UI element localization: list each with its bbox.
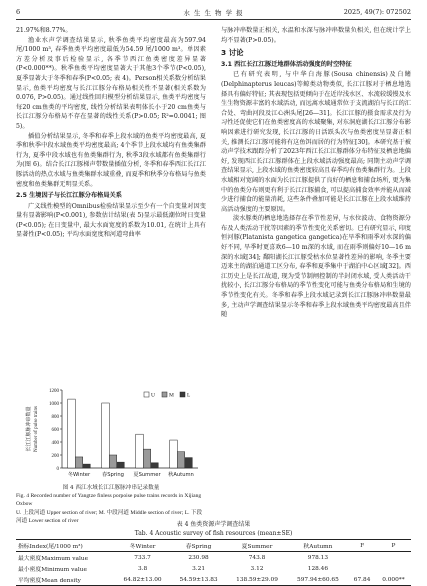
table-cell: 平均密度Mean density	[18, 578, 81, 584]
bar-chart	[16, 384, 206, 484]
figure-4	[16, 384, 206, 494]
y-axis-label-en: Number of pulse trains	[34, 406, 39, 452]
bar-m	[143, 449, 151, 468]
table-cell: 67.84	[353, 576, 371, 583]
table-cell: 最大密度Maximum value	[18, 556, 89, 562]
left-column	[16, 26, 206, 240]
table-header: 指标Index(尾/1000 m³)	[18, 544, 83, 550]
y-tick-label: 0	[56, 467, 59, 472]
y-axis-label-zh: 长江江豚脉冲串数量	[26, 406, 32, 452]
table-header-row	[16, 540, 411, 552]
table-cell: 3.21	[192, 565, 206, 572]
caption-en: Fig. 4 Recorded number of Yangtze finless porpoise pulse trains records in Xijiang Oxbow	[16, 493, 202, 507]
paragraph: 与脉冲串数量正相关, 水温和水深与脉冲串数量负相关, 但在统计学上均不显著(P>0.05)。	[221, 27, 411, 44]
table-row	[16, 563, 411, 574]
caption-zh: 图 4 西江水域长江江豚脉冲串记录数量	[62, 485, 160, 491]
legend-label: U	[151, 392, 155, 399]
table-cell: 978.13	[307, 554, 329, 561]
table-title	[16, 521, 411, 538]
table-cell: 3.12	[250, 565, 264, 572]
bar-u	[102, 403, 110, 468]
table-header: 夏Summer	[241, 544, 273, 550]
bar-l	[117, 462, 125, 468]
table-cell: 3.8	[137, 565, 148, 572]
bar-m	[177, 452, 185, 468]
section-heading: 2.5 生境因子与长江江豚分布格局关系	[16, 192, 122, 200]
figure-caption	[16, 484, 206, 525]
bar-u	[68, 399, 76, 468]
header-rule	[16, 19, 411, 20]
bar-u	[170, 440, 178, 468]
table-cell: 0.000**	[382, 576, 405, 583]
paragraph: 渔业水声学调查结果显示, 秋季鱼类平均密度最高为597.94 尾/1000 m³, 春季鱼类平均密度最低为54.59 尾/1000 m³。单因素方差分析及事后检验显示, 各季节西江鱼类密度差异显著(P<0.000**)。秋季鱼类平均密度显著大于其他3个季节(P<0.05), 夏季显著大于冬季和春季(P<0.05; 表 4)。Person相关系数分析结果显示, 鱼类平均密度与长江江豚分布格局相关性不显著(相关系数为0.076, P>0.05)。通过线性回归模型分析结果显示, 鱼类平均密度与每20 cm鱼类的平均密度, 线性分析结果表明体长小于20 cm鱼类与长江江豚分布格局不存在显著的线性关系(P>0.05; R²=0.0041; 图 5)。	[16, 36, 206, 130]
bar-m	[75, 457, 83, 468]
page-number: 6	[16, 8, 21, 16]
y-tick-label: 800	[51, 415, 59, 420]
table-header: 冬Winter	[129, 544, 156, 550]
legend-label: M	[169, 392, 174, 399]
table-header: F	[360, 542, 365, 549]
caption-note: U. 上段河道 Upper section of river; M. 中段河道 Middle section of river; L. 下段河道 Lower section of river	[16, 510, 203, 524]
bar-l	[151, 463, 159, 468]
table-header: 秋Autumn	[303, 544, 333, 550]
table-cell: 128.46	[307, 565, 329, 572]
table-row	[16, 574, 411, 586]
section-heading: 3 讨论	[221, 48, 244, 58]
table-cell: 230.98	[188, 554, 209, 561]
table-cell: 597.94±60.65	[297, 576, 339, 583]
legend-label: L	[187, 392, 191, 399]
table-cell: 最小密度Minimum value	[18, 567, 87, 573]
y-tick-label: 200	[51, 454, 59, 459]
table-title-zh: 表 4 鱼类资源声学调查结果	[176, 521, 251, 528]
x-tick-label: 春Spring	[102, 472, 124, 478]
table-cell: 64.82±13.00	[123, 576, 162, 583]
legend-swatch-u	[144, 392, 149, 397]
paragraph: 广义线性模型的Omnibus检验结果显示至少有一个自变量对因变量有显著影响(P<0.001), 参数估计结果(表 5)显示最低潮位时日变量(P<0.05); 在日变量中, 最大水面宽度的系数为10.01, 在统计上具有显著性(P<0.05); 平均水面宽度和河道弯曲率	[16, 202, 206, 239]
paragraph: 淡水豚类的栖息地选择存在季节性差异, 与水位波动、食物资源分布及人类活动干扰等因素的季节性变化关系密切。已有研究显示, 印度恒河豚(Platanista gangetica gangetica)在旱季和雨季对水深的偏好不同, 旱季时更喜欢6—10 m深的水域, 而在雨季则偏好10—16 m深的水域[34]; 鄱阳湖长江江豚受枯水位显著性差异的影响, 冬季主要迈来主的湖泊通道工区分布, 春季和夏季集中于湖泊中心区域[32]。西江历史上是长江故道, 现为受节制闸控制的半封闭水域, 受人类活动干扰较小, 长江江豚分布格局的季节性变化可能与鱼类分布格局和生境的季节性变化有关。冬季和春季上段水域记录到长江江豚脉冲串数量最多, 主动声学调查结果显示冬季和春季上段水域鱼类平均密度最高且伴随	[221, 215, 411, 319]
table-cell	[348, 563, 375, 574]
issue-reference: 2025, 49(7): 072502	[343, 8, 411, 16]
y-tick-label: 400	[51, 441, 59, 446]
table-header: P	[391, 542, 396, 549]
paragraph: 插值分析结果显示, 冬季和春季上段水域的鱼类平均密度最高, 夏季和秋季中段水域鱼类平均密度最高; 4个季节上段水域均有鱼类集群行为, 夏季中段水域也有鱼类集群行为, 秋季3段水域都有鱼类集群行为(图 6)。结合长江江豚梯声带数量插值分析, 冬季和春季西江长江江豚活动的热点水域与鱼类集群水域重叠, 而夏季和秋季分布格局与鱼类密度和鱼类集群无明显关系。	[16, 132, 206, 188]
bar-l	[83, 464, 91, 468]
table-cell	[348, 552, 375, 564]
x-tick-label: 冬Winter	[67, 472, 91, 478]
x-tick-label: 秋Autumn	[168, 472, 194, 478]
journal-title: 水 生 生 物 学 报	[183, 9, 244, 17]
paragraph: 21.97%和8.77%。	[16, 27, 72, 34]
subsection-heading: 3.1 西江长江江豚迁地群体活动强度的时空特征	[221, 60, 352, 68]
table-cell: 743.8	[248, 554, 266, 561]
y-tick-label: 1000	[49, 402, 59, 407]
legend-swatch-m	[162, 392, 167, 397]
table-cell: 54.59±13.83	[179, 576, 218, 583]
y-tick-label: 1200	[49, 389, 59, 394]
bar-u	[136, 434, 144, 468]
paragraph: 已有研究表明, 与中华白海豚(Sousa chinensis)及白鳍(Delphinapterus leucas)等鲸类动物类似, 长江江豚对于栖息地选择具有偏好特征; 其表现包括更倾向于在近岸浅水区、水流较缓慢及水生生物资源丰富的水域活动, 而远离水域通常位于支流湖泊与长江的汇合处、弯曲河段及江心洲头尾[26—31]。长江江豚的摄食需求及行为习性还促使它们在鱼类密度高的水域聚集, 对东洞庭湖长江江豚分布影响因素进行研究发现, 长江江豚的日活跃头次与鱼类密度呈显著正相关, 推测长江江豚可能将有这鱼饵而居的行为特征[30]。本研究基于被动声学技术跟踪分析了2023年西江长江江豚群体分布特征及栖息地偏好, 发现西江长江江豚群体在上段水域活动强度最高; 同期主动声学调查结果显示, 上段水域的鱼类密度较高且春季均有鱼类集群行为。上段水域相对宽阔的水面为长江江豚提供了良好的栖息和捕食场所, 更为集中的鱼类分布则更有利于长江江豚捕食, 可以提高捕食效率并能从而减少进行捕食的能量消耗, 这些条件叠加可能是长江江豚在上段水域维持高活动强度的主要原因。	[221, 71, 411, 213]
bar-l	[185, 458, 193, 468]
legend-swatch-l	[180, 392, 185, 397]
table-cell: 138.59±29.09	[236, 576, 278, 583]
table-cell: 733.7	[134, 554, 151, 561]
table-header: 春Spring	[185, 544, 212, 550]
table-cell	[376, 563, 411, 574]
table-title-en: Tab. 4 Acoustic survey of fish resources (mean±SE)	[134, 529, 293, 537]
y-tick-label: 600	[51, 428, 59, 433]
x-tick-label: 夏Summer	[133, 472, 161, 478]
table-cell	[376, 552, 411, 564]
right-column	[221, 26, 411, 320]
bar-m	[109, 455, 117, 468]
table-row	[16, 552, 411, 564]
